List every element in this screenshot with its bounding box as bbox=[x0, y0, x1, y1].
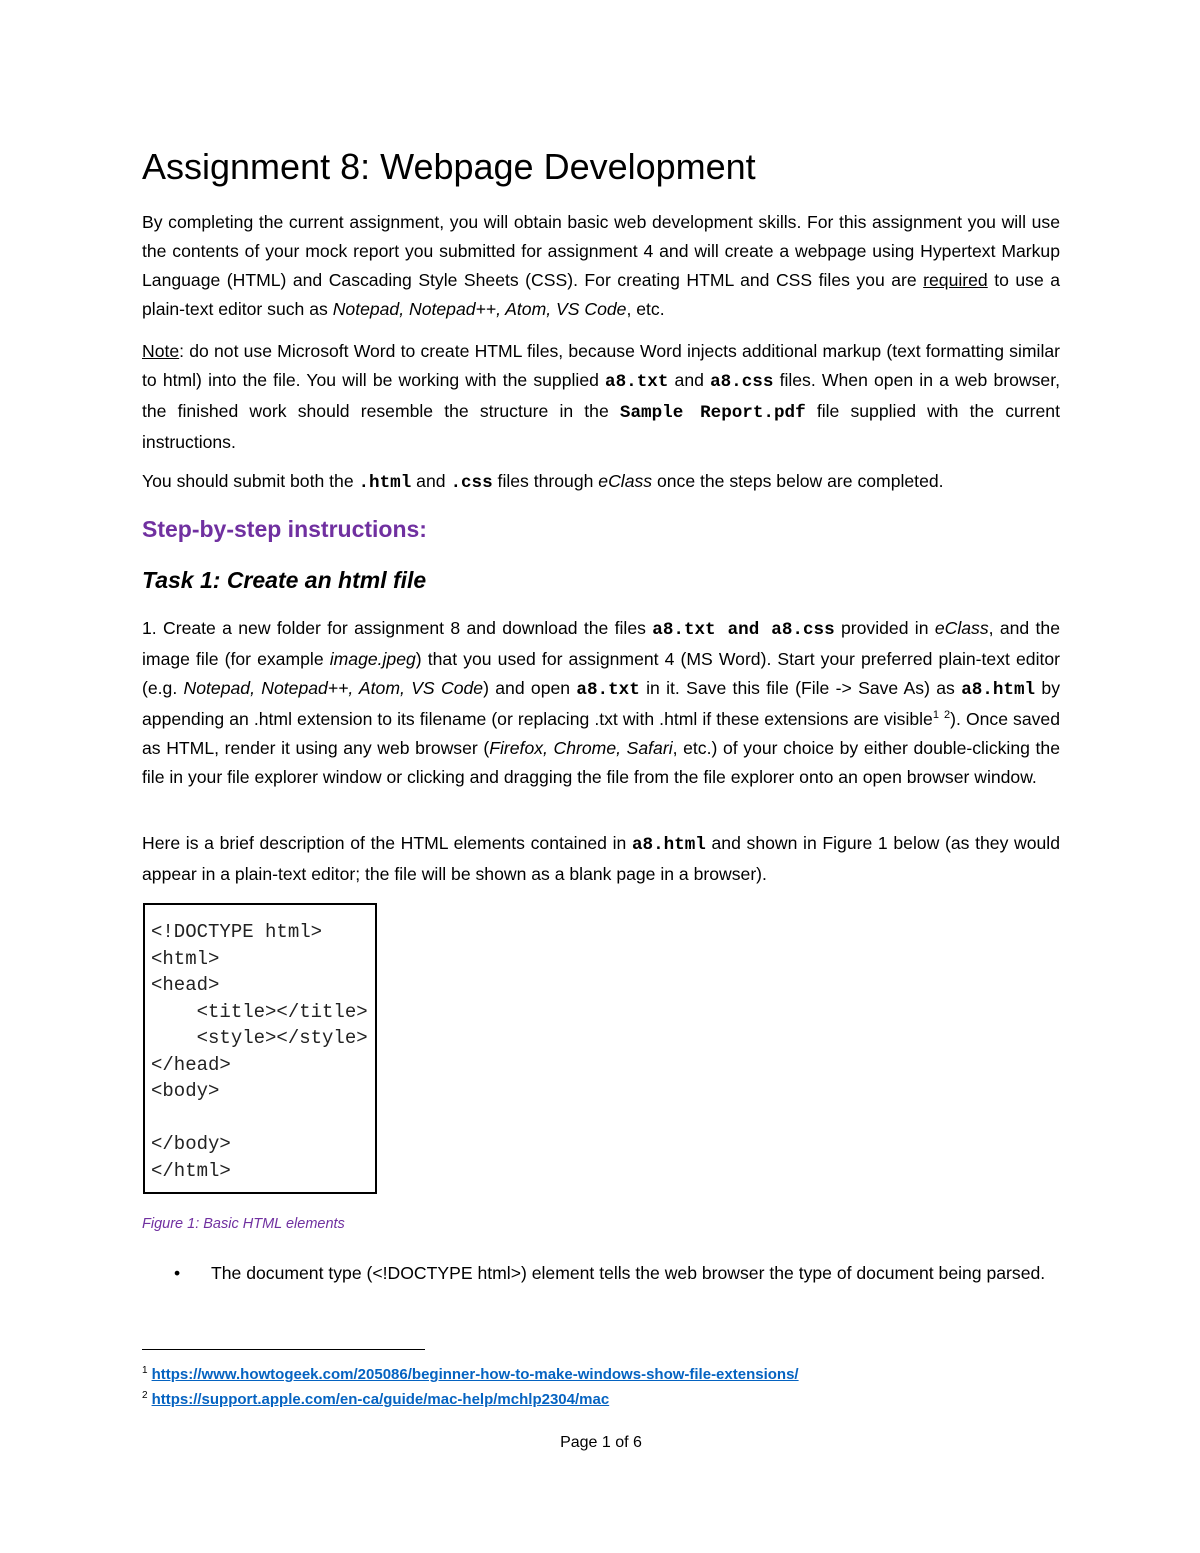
code-line: <head> bbox=[151, 974, 220, 996]
submit-text-3: once the steps below are completed. bbox=[652, 471, 944, 491]
note-file-a8-txt: a8.txt bbox=[605, 372, 669, 392]
bullet-text: The document type (<!DOCTYPE html>) element tells the web browser the type of document being parsed. bbox=[211, 1263, 1046, 1283]
code-line: <body> bbox=[151, 1080, 220, 1102]
note-and: and bbox=[668, 370, 711, 390]
step1-a8-txt: a8.txt bbox=[576, 680, 640, 700]
step1-text-8: ). Once saved as HTML, render it using any web browser ( bbox=[142, 709, 1061, 758]
step1-eclass: eClass bbox=[934, 618, 989, 638]
intro-text-3: , etc. bbox=[626, 299, 665, 319]
brief-text-2: and shown in Figure 1 below (as they would appear in a plain-text editor; the file will be shown as a blank page in a browser). bbox=[142, 833, 1060, 884]
submit-text-2: files through bbox=[492, 471, 599, 491]
code-line: </head> bbox=[151, 1053, 231, 1076]
page-title: Assignment 8: Webpage Development bbox=[142, 146, 756, 187]
footnote-ref-2[interactable]: 2 bbox=[944, 709, 951, 722]
document-page bbox=[142, 0, 1060, 1553]
submit-text-1: You should submit both the bbox=[142, 471, 359, 491]
bullet-icon: • bbox=[174, 1263, 181, 1283]
submit-paragraph bbox=[142, 467, 1060, 498]
figure-1-caption: Figure 1: Basic HTML elements bbox=[142, 1216, 345, 1232]
intro-text-1: By completing the current assignment, you will obtain basic web development skills. For this assignment you will use the contents of your mock report you submitted for assignment 4 and will create a webpage using Hypertext Markup Language (HTML) and Cascading Style Sheets (CSS). For creating HTML and CSS files you are bbox=[142, 212, 1060, 290]
note-text-1: : do not use Microsoft Word to create HTML files, because Word injects additional markup (text formatting similar to html) into the file. You will be working with the supplied bbox=[142, 341, 1060, 390]
footnote-ref-1[interactable]: 1 bbox=[932, 709, 939, 722]
footnote-2-link[interactable]: https://support.apple.com/en-ca/guide/mac-help/mchlp2304/mac bbox=[151, 1391, 610, 1408]
step1-text-4: ) that you used for assignment 4 (MS Word). Start your preferred plain-text editor (e.g. bbox=[142, 649, 1061, 698]
step1-text-3: , and the image file (for example bbox=[142, 618, 1060, 669]
code-line: </html> bbox=[151, 1159, 231, 1182]
step1-text-6: in it. Save this file (File -> Save As) as bbox=[639, 678, 962, 698]
code-line: </body> bbox=[151, 1133, 231, 1155]
submit-eclass: eClass bbox=[598, 471, 653, 491]
required-word: required bbox=[923, 270, 988, 290]
footnote-divider bbox=[142, 1349, 425, 1350]
brief-a8-html: a8.html bbox=[631, 835, 706, 855]
footnote-1 bbox=[142, 1365, 799, 1385]
brief-paragraph bbox=[142, 829, 1060, 889]
note-sample-report: Sample Report.pdf bbox=[619, 403, 806, 423]
page-number: Page 1 of 6 bbox=[560, 1434, 642, 1451]
task-1-title: : Create an html file bbox=[212, 567, 427, 593]
step1-files: a8.txt and a8.css bbox=[652, 620, 835, 640]
footnote-2 bbox=[142, 1390, 609, 1410]
editor-list: Notepad, Notepad++, Atom, VS Code bbox=[332, 299, 627, 319]
code-line: <!DOCTYPE html> bbox=[151, 921, 323, 943]
footnote-2-number: 2 bbox=[142, 1390, 148, 1401]
step1-editors: Notepad, Notepad++, Atom, VS Code bbox=[183, 678, 484, 698]
task-1-heading bbox=[142, 562, 426, 598]
code-line: <style></style> bbox=[151, 1027, 368, 1049]
step1-image-name: image.jpeg bbox=[329, 649, 416, 669]
steps-heading: Step-by-step instructions: bbox=[142, 516, 427, 542]
intro-paragraph bbox=[142, 208, 1060, 324]
submit-html-ext: .html bbox=[358, 473, 412, 493]
step1-text-1: 1. Create a new folder for assignment 8 and download the files bbox=[142, 618, 653, 638]
step-1-paragraph bbox=[142, 614, 1060, 792]
task-1-label: Task 1 bbox=[142, 567, 213, 593]
submit-and: and bbox=[411, 471, 451, 491]
code-line: <html> bbox=[151, 947, 220, 970]
step1-browsers: Firefox, Chrome, Safari bbox=[489, 738, 673, 758]
submit-css-ext: .css bbox=[450, 473, 493, 493]
note-label: Note bbox=[142, 341, 180, 361]
step1-text-7: by appending an .html extension to its filename (or replacing .txt with .html if these extensions are visible bbox=[142, 678, 1061, 729]
note-text-3: file supplied with the current instructions. bbox=[142, 401, 1060, 452]
intro-text-2: to use a plain-text editor such as bbox=[142, 270, 1060, 319]
code-line: <title></title> bbox=[151, 1000, 368, 1023]
step1-a8-html: a8.html bbox=[961, 680, 1036, 700]
step1-text-2: provided in bbox=[834, 618, 935, 638]
step1-text-5: ) and open bbox=[483, 678, 577, 698]
step1-text-9: , etc.) of your choice by either double-clicking the file in your file explorer window or clicking and dragging the file from the file explorer onto an open browser window. bbox=[142, 738, 1060, 787]
note-text-2: files. When open in a web browser, the finished work should resemble the structure in the bbox=[142, 370, 1060, 421]
code-line bbox=[151, 1105, 375, 1132]
note-file-a8-css: a8.css bbox=[710, 372, 774, 392]
brief-text-1: Here is a brief description of the HTML elements contained in bbox=[142, 833, 632, 853]
footnote-1-link[interactable]: https://www.howtogeek.com/205086/beginner-how-to-make-windows-show-file-extensions/ bbox=[151, 1366, 799, 1383]
figure-1-code-box bbox=[143, 903, 377, 1194]
footnote-1-number: 1 bbox=[142, 1365, 148, 1376]
note-paragraph bbox=[142, 337, 1060, 457]
